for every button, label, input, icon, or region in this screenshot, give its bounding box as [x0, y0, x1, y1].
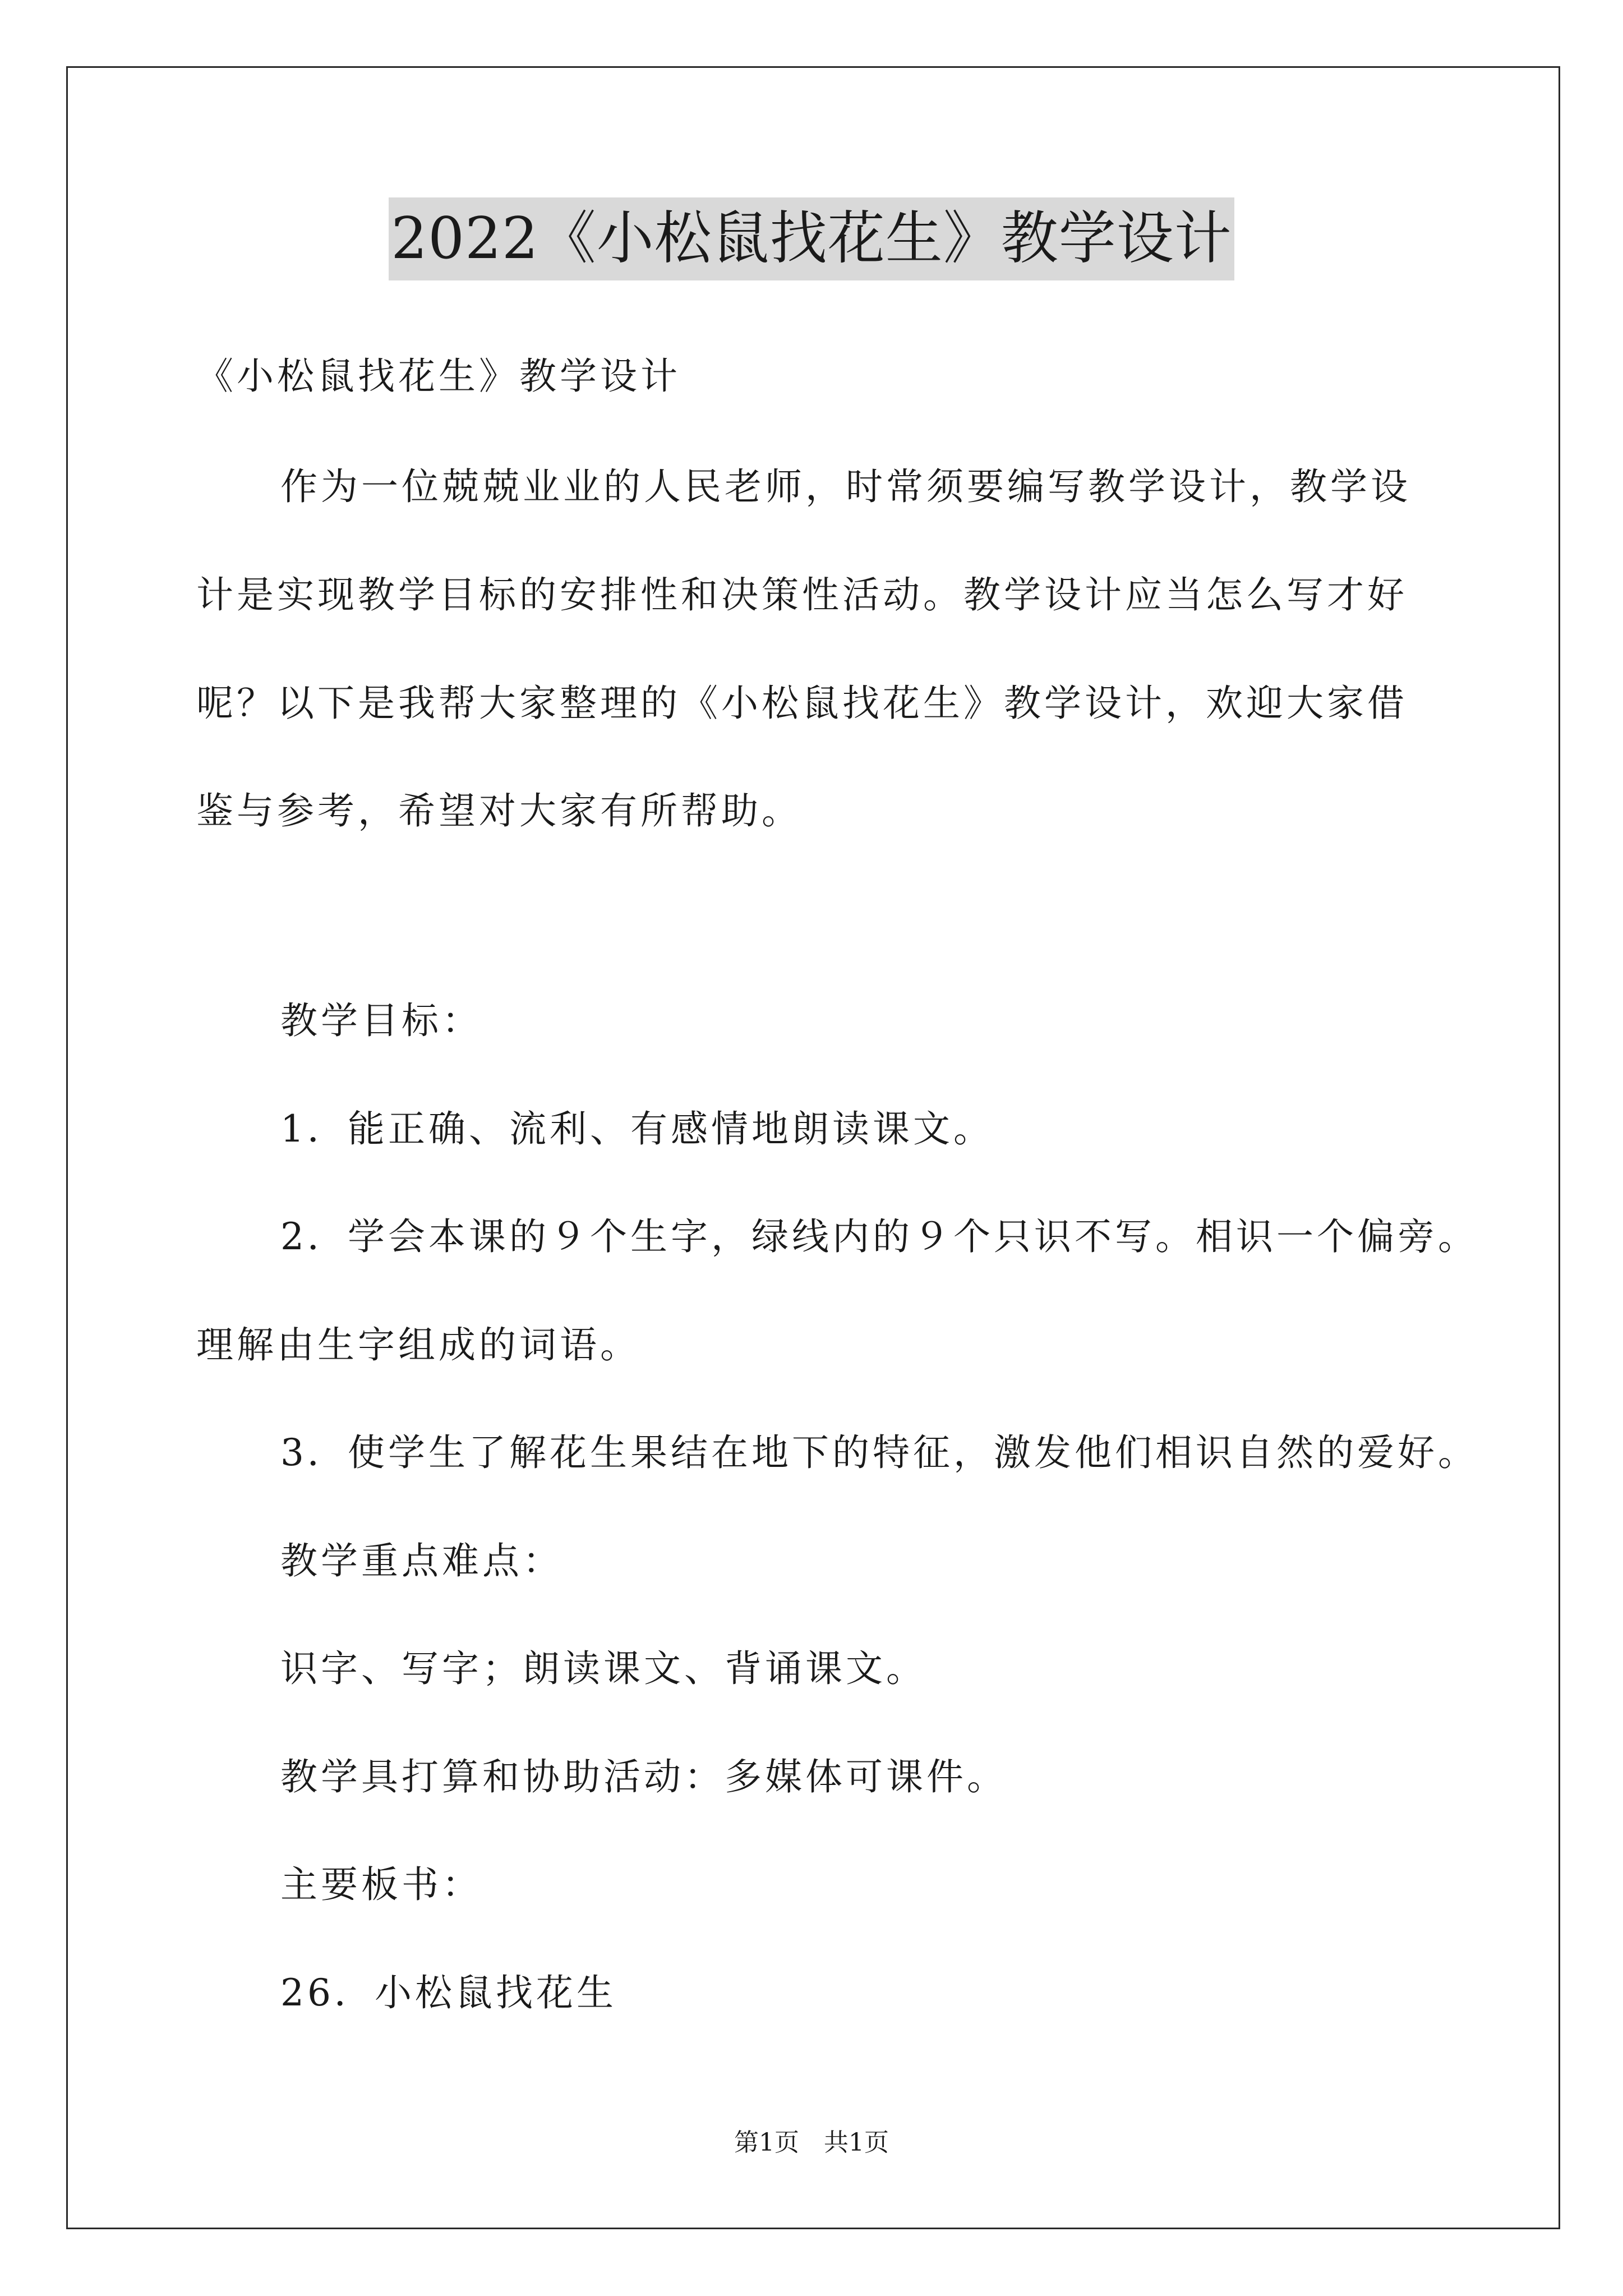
goals-heading: 教学目标：	[280, 999, 482, 1042]
document-title: 2022《小松鼠找花生》教学设计	[389, 197, 1234, 280]
page-number-total: 共1页	[824, 2128, 889, 2157]
intro-line-4: 鉴与参考，希望对大家有所帮助。	[196, 789, 802, 832]
goal-item-2: 2．学会本课的９个生字，绿线内的９个只识不写。相识一个偏旁。	[280, 1215, 1478, 1258]
title-container	[0, 197, 1623, 280]
page-footer	[0, 2126, 1623, 2160]
key-points-heading: 教学重点难点：	[280, 1539, 563, 1582]
materials-text: 教学具打算和协助活动：多媒体可课件。	[280, 1755, 1007, 1798]
goal-item-1: 1．能正确、流利、有感情地朗读课文。	[280, 1107, 994, 1151]
board-heading: 主要板书：	[280, 1863, 482, 1906]
intro-line-2: 计是实现教学目标的安排性和决策性活动。教学设计应当怎么写才好	[196, 573, 1408, 616]
goal-item-3: 3．使学生了解花生果结在地下的特征，激发他们相识自然的爱好。	[280, 1431, 1478, 1474]
intro-line-3: 呢？以下是我帮大家整理的《小松鼠找花生》教学设计，欢迎大家借	[196, 682, 1408, 725]
board-title: 26．小松鼠找花生	[280, 1971, 617, 2014]
intro-line-1: 作为一位兢兢业业的人民老师，时常须要编写教学设计，教学设	[280, 465, 1411, 508]
goal-item-2-continued: 理解由生字组成的词语。	[196, 1323, 640, 1366]
document-subtitle: 《小松鼠找花生》教学设计	[196, 355, 681, 398]
key-points-text: 识字、写字；朗读课文、背诵课文。	[280, 1647, 926, 1690]
page-number-current: 第1页	[734, 2128, 799, 2157]
